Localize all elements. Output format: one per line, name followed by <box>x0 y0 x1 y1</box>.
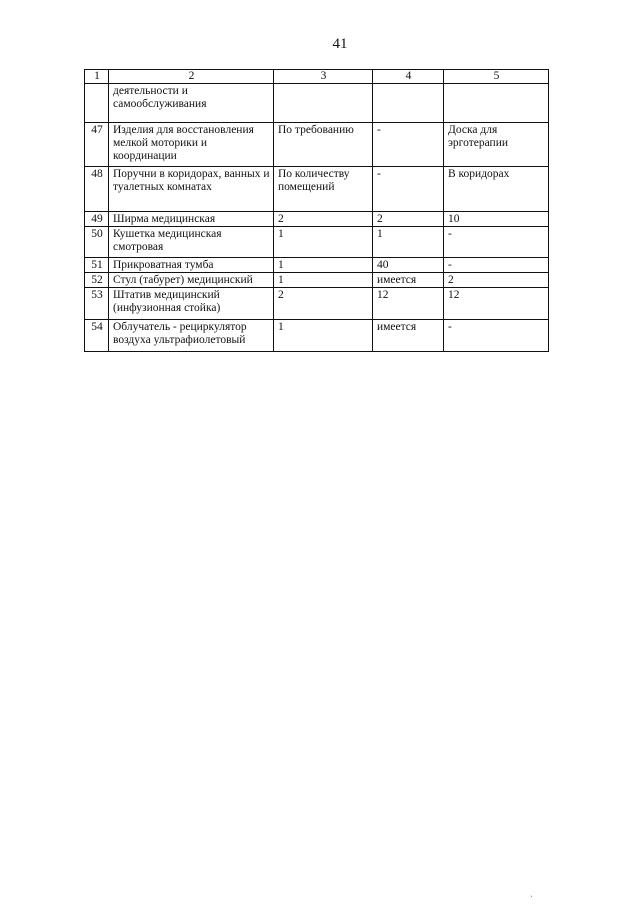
row-number: 47 <box>85 123 109 167</box>
available-cell: - <box>373 167 444 212</box>
table-row <box>85 273 549 288</box>
table-row <box>85 123 549 167</box>
item-name: Штатив медицинский (инфузионная стойка) <box>109 288 274 320</box>
table-row <box>85 258 549 273</box>
quantity-cell: 1 <box>274 320 373 352</box>
row-number: 54 <box>85 320 109 352</box>
available-cell: 12 <box>373 288 444 320</box>
table-row <box>85 212 549 227</box>
table-row <box>85 288 549 320</box>
item-name: Прикроватная тумба <box>109 258 274 273</box>
row-number <box>85 84 109 123</box>
quantity-cell: 1 <box>274 258 373 273</box>
available-cell <box>373 84 444 123</box>
table-row <box>85 320 549 352</box>
row-number: 50 <box>85 227 109 258</box>
header-cell: 1 <box>85 70 109 84</box>
header-cell: 5 <box>444 70 549 84</box>
note-cell: Доска для эрготерапии <box>444 123 549 167</box>
item-name: Облучатель - рециркулятор воздуха ультрафиолетовый <box>109 320 274 352</box>
available-cell: 2 <box>373 212 444 227</box>
table-row <box>85 227 549 258</box>
quantity-cell: По требованию <box>274 123 373 167</box>
note-cell: В коридорах <box>444 167 549 212</box>
quantity-cell: По количеству помещений <box>274 167 373 212</box>
quantity-cell: 2 <box>274 212 373 227</box>
header-cell: 3 <box>274 70 373 84</box>
item-name: Поручни в коридорах, ванных и туалетных комнатах <box>109 167 274 212</box>
quantity-cell: 2 <box>274 288 373 320</box>
row-number: 48 <box>85 167 109 212</box>
available-cell: 1 <box>373 227 444 258</box>
table-row <box>85 84 549 123</box>
available-cell: 40 <box>373 258 444 273</box>
item-name: Стул (табурет) медицинский <box>109 273 274 288</box>
quantity-cell <box>274 84 373 123</box>
table-header-row <box>85 70 549 84</box>
row-number: 51 <box>85 258 109 273</box>
note-cell: - <box>444 258 549 273</box>
item-name: Изделия для восстановления мелкой моторики и координации <box>109 123 274 167</box>
available-cell: имеется <box>373 320 444 352</box>
equipment-table <box>84 69 549 352</box>
page-number: 41 <box>332 36 348 52</box>
header-cell: 4 <box>373 70 444 84</box>
note-cell: 12 <box>444 288 549 320</box>
row-number: 52 <box>85 273 109 288</box>
scan-mark: ˏ <box>530 888 533 897</box>
table-row <box>85 167 549 212</box>
note-cell: - <box>444 320 549 352</box>
row-number: 53 <box>85 288 109 320</box>
note-cell <box>444 84 549 123</box>
note-cell: - <box>444 227 549 258</box>
quantity-cell: 1 <box>274 273 373 288</box>
note-cell: 2 <box>444 273 549 288</box>
header-cell: 2 <box>109 70 274 84</box>
row-number: 49 <box>85 212 109 227</box>
item-name: Ширма медицинская <box>109 212 274 227</box>
item-name: деятельности и самообслуживания <box>109 84 274 123</box>
available-cell: имеется <box>373 273 444 288</box>
available-cell: - <box>373 123 444 167</box>
item-name: Кушетка медицинская смотровая <box>109 227 274 258</box>
quantity-cell: 1 <box>274 227 373 258</box>
note-cell: 10 <box>444 212 549 227</box>
